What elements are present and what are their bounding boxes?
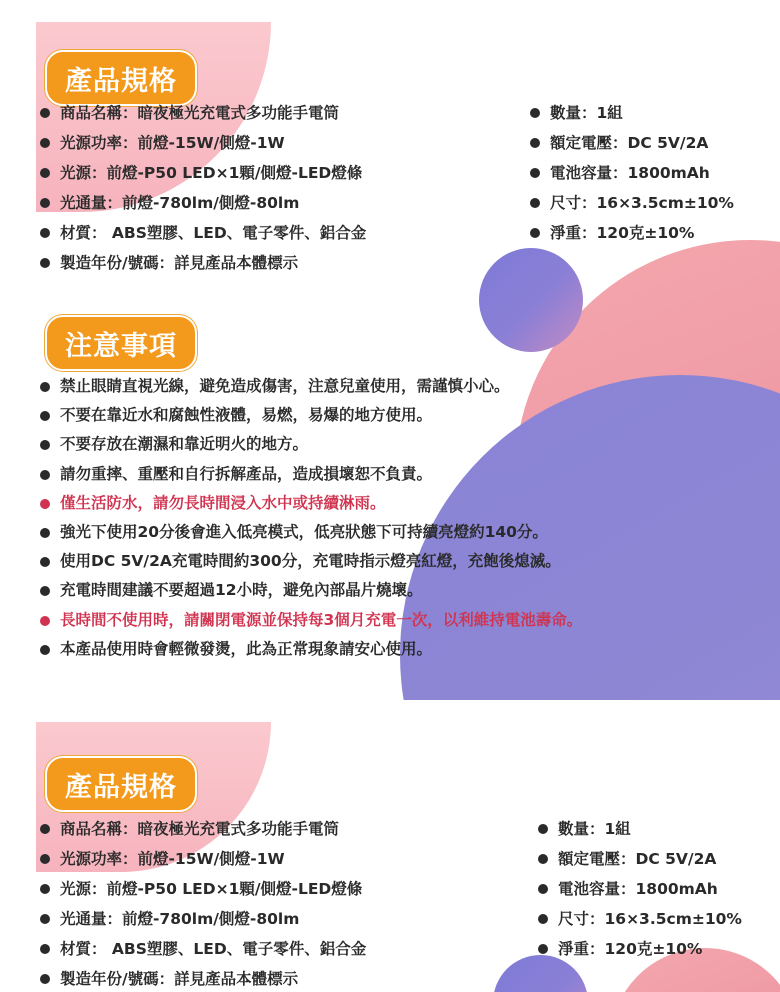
list-item: 額定電壓：DC 5V/2A [530,128,734,158]
list-item: 製造年份/號碼：詳見產品本體標示 [40,964,366,992]
list-item: 電池容量：1800mAh [538,874,742,904]
list-item: 本產品使用時會輕微發燙，此為正常現象請安心使用。 [40,635,582,664]
section-title-badge: 產品規格 [45,50,197,106]
bullet-icon [40,854,50,864]
bullet-icon [538,944,548,954]
bullet-icon [40,440,50,450]
list-item: 額定電壓：DC 5V/2A [538,844,742,874]
section-title-badge: 注意事項 [45,315,197,371]
spec-list-right [538,814,742,964]
bullet-icon [538,914,548,924]
bullet-icon [538,854,548,864]
list-item: 數量：1組 [538,814,742,844]
list-item: 請勿重摔、重壓和自行拆解產品，造成損壞恕不負責。 [40,460,582,489]
list-item: 電池容量：1800mAh [530,158,734,188]
spec-panel [0,700,780,992]
bullet-icon [40,168,50,178]
bullet-icon [40,944,50,954]
bullet-icon [530,108,540,118]
bullet-icon [40,411,50,421]
bullet-icon [40,499,50,509]
bullet-icon [40,824,50,834]
decorative-small-circle [479,248,583,352]
spec-list-right [530,98,734,248]
list-item: 充電時間建議不要超過12小時，避免內部晶片燒壞。 [40,576,582,605]
bullet-icon [40,258,50,268]
bullet-icon [538,884,548,894]
list-item: 光源：前燈-P50 LED×1顆/側燈-LED燈條 [40,158,366,188]
bullet-icon [40,974,50,984]
list-item: 尺寸：16×3.5cm±10% [530,188,734,218]
list-item: 光源：前燈-P50 LED×1顆/側燈-LED燈條 [40,874,366,904]
list-item: 不要在靠近水和腐蝕性液體，易燃，易爆的地方使用。 [40,401,582,430]
list-item: 材質： ABS塑膠、LED、電子零件、鋁合金 [40,218,366,248]
bullet-icon [40,470,50,480]
bullet-icon [40,138,50,148]
list-item: 使用DC 5V/2A充電時間約300分，充電時指示燈亮紅燈，充飽後熄滅。 [40,547,582,576]
list-item: 淨重：120克±10% [530,218,734,248]
bullet-icon [530,168,540,178]
warning-list-item: 長時間不使用時，請關閉電源並保持每3個月充電一次，以利維持電池壽命。 [40,606,582,635]
bullet-icon [40,914,50,924]
bullet-icon [40,884,50,894]
notes-list [40,372,582,664]
list-item: 數量：1組 [530,98,734,128]
list-item: 光源功率：前燈-15W/側燈-1W [40,128,366,158]
list-item: 商品名稱：暗夜極光充電式多功能手電筒 [40,98,366,128]
bullet-icon [538,824,548,834]
bullet-icon [40,198,50,208]
list-item: 製造年份/號碼：詳見產品本體標示 [40,248,366,278]
bullet-icon [40,557,50,567]
spec-list-left [40,98,366,278]
bullet-icon [40,108,50,118]
list-item: 強光下使用20分後會進入低亮模式，低亮狀態下可持續亮燈約140分。 [40,518,582,547]
bullet-icon [530,228,540,238]
list-item: 淨重：120克±10% [538,934,742,964]
list-item: 尺寸：16×3.5cm±10% [538,904,742,934]
bullet-icon [40,382,50,392]
bullet-icon [530,138,540,148]
bullet-icon [40,645,50,655]
bullet-icon [40,586,50,596]
bullet-icon [40,616,50,626]
bullet-icon [40,528,50,538]
list-item: 商品名稱：暗夜極光充電式多功能手電筒 [40,814,366,844]
list-item: 光通量：前燈-780lm/側燈-80lm [40,904,366,934]
list-item: 光源功率：前燈-15W/側燈-1W [40,844,366,874]
bullet-icon [530,198,540,208]
list-item: 禁止眼睛直視光線，避免造成傷害，注意兒童使用，需謹慎小心。 [40,372,582,401]
spec-list-left [40,814,366,992]
warning-list-item: 僅生活防水，請勿長時間浸入水中或持續淋雨。 [40,489,582,518]
section-title-badge: 產品規格 [45,756,197,812]
bullet-icon [40,228,50,238]
list-item: 光通量：前燈-780lm/側燈-80lm [40,188,366,218]
list-item: 不要存放在潮濕和靠近明火的地方。 [40,430,582,459]
list-item: 材質： ABS塑膠、LED、電子零件、鋁合金 [40,934,366,964]
